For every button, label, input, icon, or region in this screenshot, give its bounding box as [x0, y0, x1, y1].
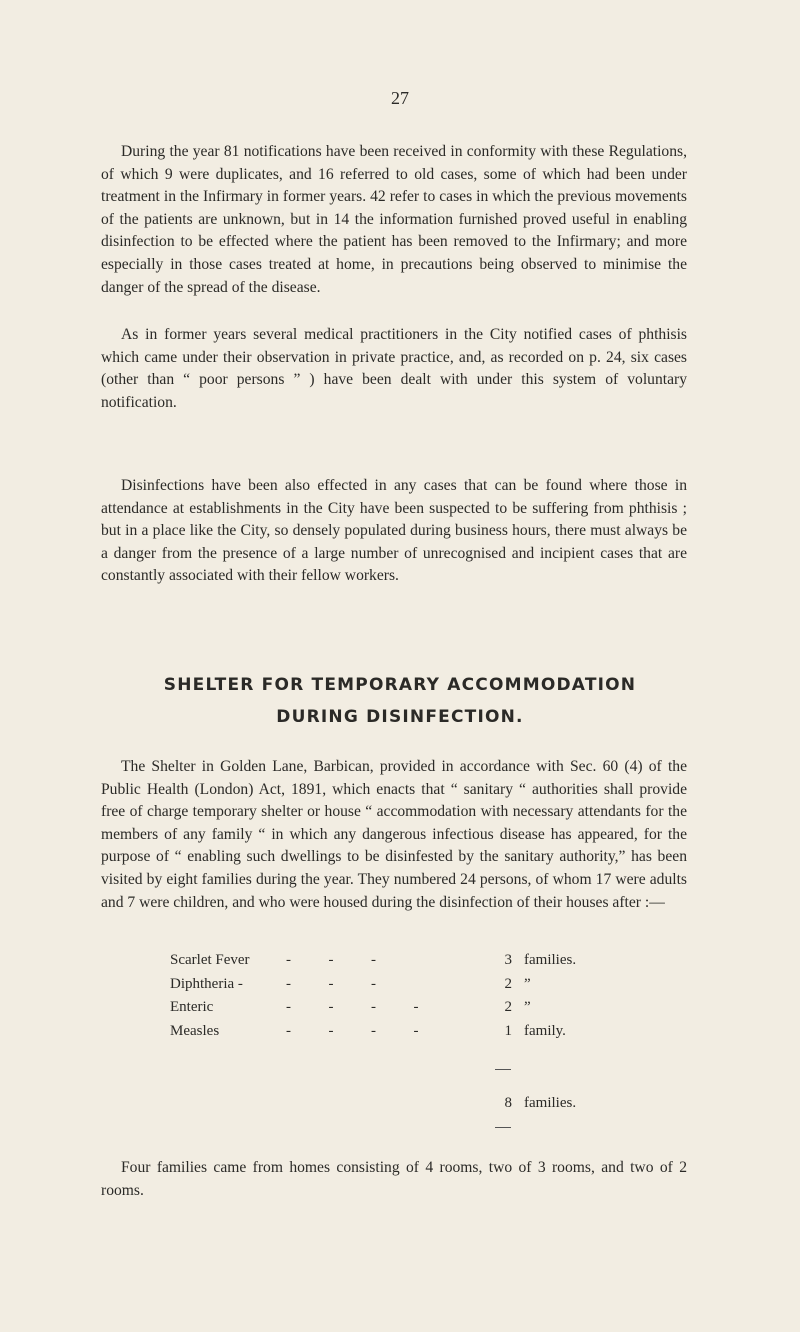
paragraph-notifications: During the year 81 notifications have been received in conformity with these Regulations, of which 9 were duplicates, and 16 referred to old cases, some of which had been under treatment in the Infirmary in former years. 42 refer to cases in which the previous movements of the patients are unknown, but in 14 the information furnished proved useful in enabling disinfection to be effected where the patient has been removed to the Infirmary; and more especially in those cases treated at home, in precautions being observed to minimise the danger of the spread of the disease.	[101, 143, 687, 296]
table-row	[170, 952, 640, 976]
paragraph-shelter: The Shelter in Golden Lane, Barbican, provided in accordance with Sec. 60 (4) of the Public Health (London) Act, 1891, which enacts that “ sanitary “ authorities shall provide free of charge temporary shelter or house “ accommodation with necessary attendants for the members of any family “ in which any dangerous infectious disease has appeared, for the purpose of “ enabling such dwellings to be disinfested by the sanitary authority,” has been visited by eight families during the year. They numbered 24 persons, of whom 17 were adults and 7 were children, and who were housed during the disinfection of their houses after :—	[101, 758, 687, 911]
table-total-row	[170, 1095, 640, 1117]
table-row	[170, 999, 640, 1023]
family-count: 1	[504, 1022, 512, 1039]
paragraph-room-sizes: Four families came from homes consisting of 4 rooms, two of 3 rooms, and two of 2 rooms.	[101, 1159, 687, 1199]
section-heading-line2: DURING DISINFECTION.	[276, 707, 524, 727]
leader-dashes: - - -	[286, 975, 376, 992]
leader-dashes: - - - -	[286, 999, 419, 1015]
paragraph-voluntary-notification: As in former years several medical practitioners in the City notified cases of phthisis which came under their observation in private practice, and, as recorded on p. 24, six cases (other than “ poor persons ” ) have been dealt with under this system of voluntary notification.	[101, 326, 687, 411]
family-count: 2	[504, 975, 512, 992]
count-unit: family.	[524, 1022, 566, 1039]
section-heading-line1: SHELTER FOR TEMPORARY ACCOMMODATION	[163, 675, 637, 695]
leader-dashes: - - - -	[286, 1022, 419, 1039]
disease-name: Measles	[170, 1022, 220, 1039]
paragraph-disinfections: Disinfections have been also effected in any cases that can be found where those in attendance at establishments in the City have been suspected to be suffering from phthisis ; but in a place like the City, so densely populated during business hours, there must always be a danger from the presence of a large number of unrecognised and incipient cases that are constantly associated with their fellow workers.	[101, 477, 687, 585]
total-rule	[495, 1127, 511, 1128]
page-number: 27	[391, 88, 409, 108]
table-row	[170, 976, 640, 1000]
table-row	[170, 1023, 640, 1047]
families-table	[170, 952, 640, 1111]
family-count: 2	[504, 999, 512, 1015]
disease-name: Enteric	[170, 999, 214, 1015]
family-count: 3	[504, 952, 512, 968]
total-unit: families.	[524, 1095, 577, 1111]
sum-rule	[495, 1069, 511, 1070]
disease-name: Diphtheria -	[170, 975, 243, 992]
total-count: 8	[504, 1095, 512, 1111]
count-unit: ”	[524, 975, 531, 992]
disease-name: Scarlet Fever	[170, 952, 250, 968]
leader-dashes: - - -	[286, 952, 376, 968]
count-unit: ”	[524, 999, 531, 1015]
count-unit: families.	[524, 952, 577, 968]
